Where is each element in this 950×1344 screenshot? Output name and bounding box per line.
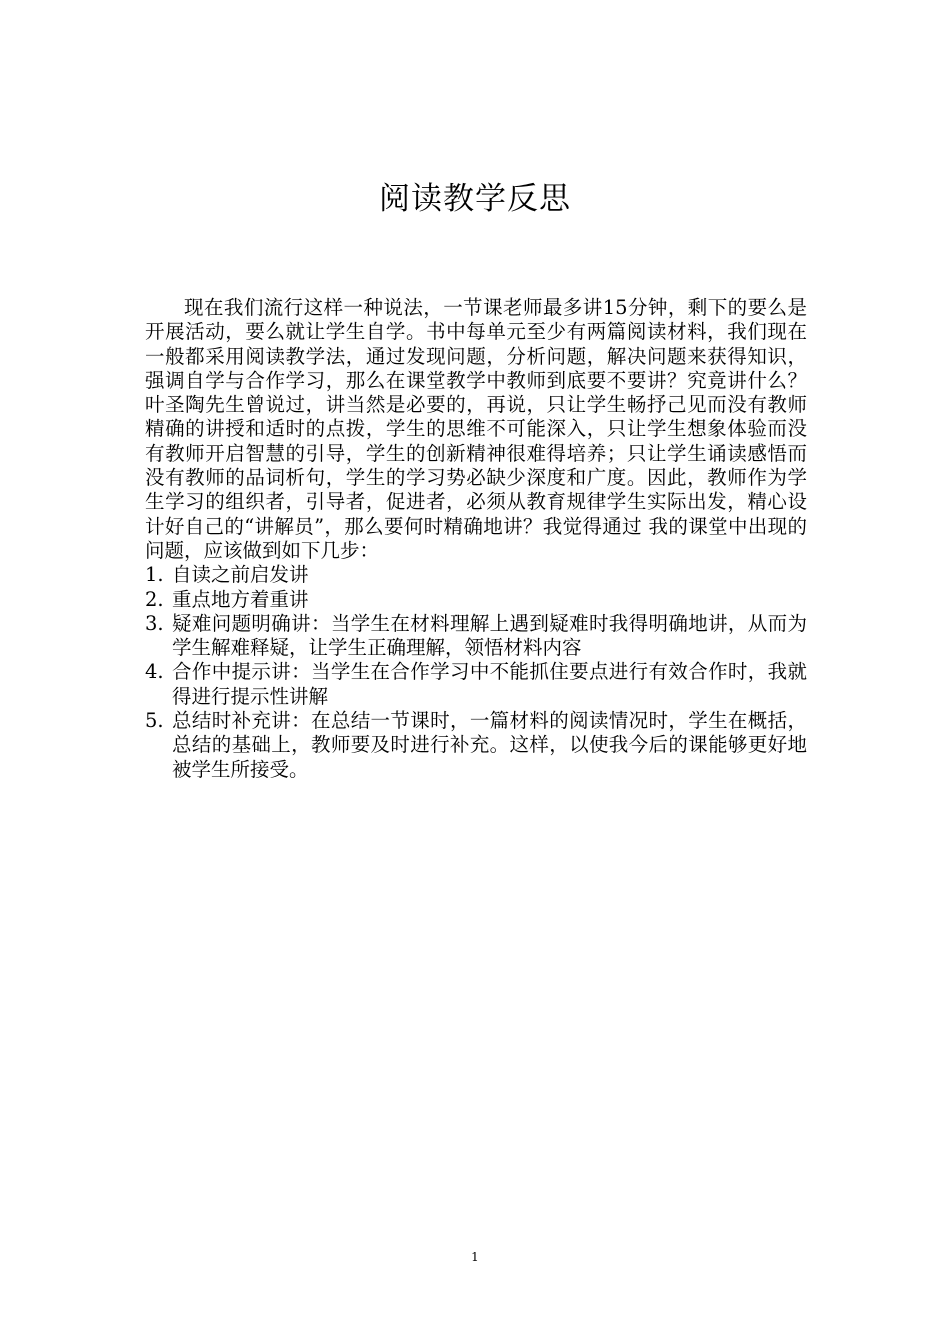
list-item-number: 4. (145, 660, 164, 684)
list-item-text: 重点地方着重讲 (172, 587, 309, 611)
list-item-text: 合作中提示讲：当学生在合作学习中不能抓住要点进行有效合作时，我就得进行提示性讲解 (172, 660, 807, 708)
page-number: 1 (471, 1250, 479, 1264)
list-item-text: 自读之前启发讲 (172, 563, 309, 587)
list-item (145, 588, 807, 612)
page-title: 阅读教学反思 (379, 181, 571, 217)
list-item-number: 3. (145, 611, 164, 635)
list-item-number: 1. (145, 563, 164, 587)
list-item-number: 2. (145, 587, 164, 611)
document-body (145, 296, 807, 782)
list-item-text: 总结时补充讲：在总结一节课时，一篇材料的阅读情况时，学生在概括，总结的基础上，教师要及时进行补充。这样，以使我今后的课能够更好地被学生所接受。 (172, 709, 807, 781)
list-item (145, 612, 807, 661)
list-item (145, 563, 807, 587)
list-item (145, 709, 807, 782)
intro-paragraph: 现在我们流行这样一种说法，一节课老师最多讲15分钟，剩下的要么是开展活动，要么就让学生自学。书中每单元至少有两篇阅读材料，我们现在一般都采用阅读教学法，通过发现问题，分析问题，解决问题来获得知识，强调自学与合作学习，那么在课堂教学中教师到底要不要讲？究竟讲什么？叶圣陶先生曾说过，讲当然是必要的，再说，只让学生畅抒己见而没有教师精确的讲授和适时的点拨，学生的思维不可能深入，只让学生想象体验而没有教师开启智慧的引导，学生的创新精神很难得培养；只让学生诵读感悟而没有教师的品词析句，学生的学习势必缺少深度和广度。因此，教师作为学生学习的组织者，引导者，促进者，必须从教育规律学生实际出发，精心设计好自己的“讲解员”，那么要何时精确地讲？我觉得通过 我的课堂中出现的问题，应该做到如下几步： (145, 296, 807, 562)
list-item-number: 5. (145, 709, 164, 733)
steps-list (145, 563, 807, 782)
list-item-text: 疑难问题明确讲：当学生在材料理解上遇到疑难时我得明确地讲，从而为学生解难释疑，让学生正确理解，领悟材料内容 (172, 611, 807, 660)
list-item (145, 660, 807, 709)
